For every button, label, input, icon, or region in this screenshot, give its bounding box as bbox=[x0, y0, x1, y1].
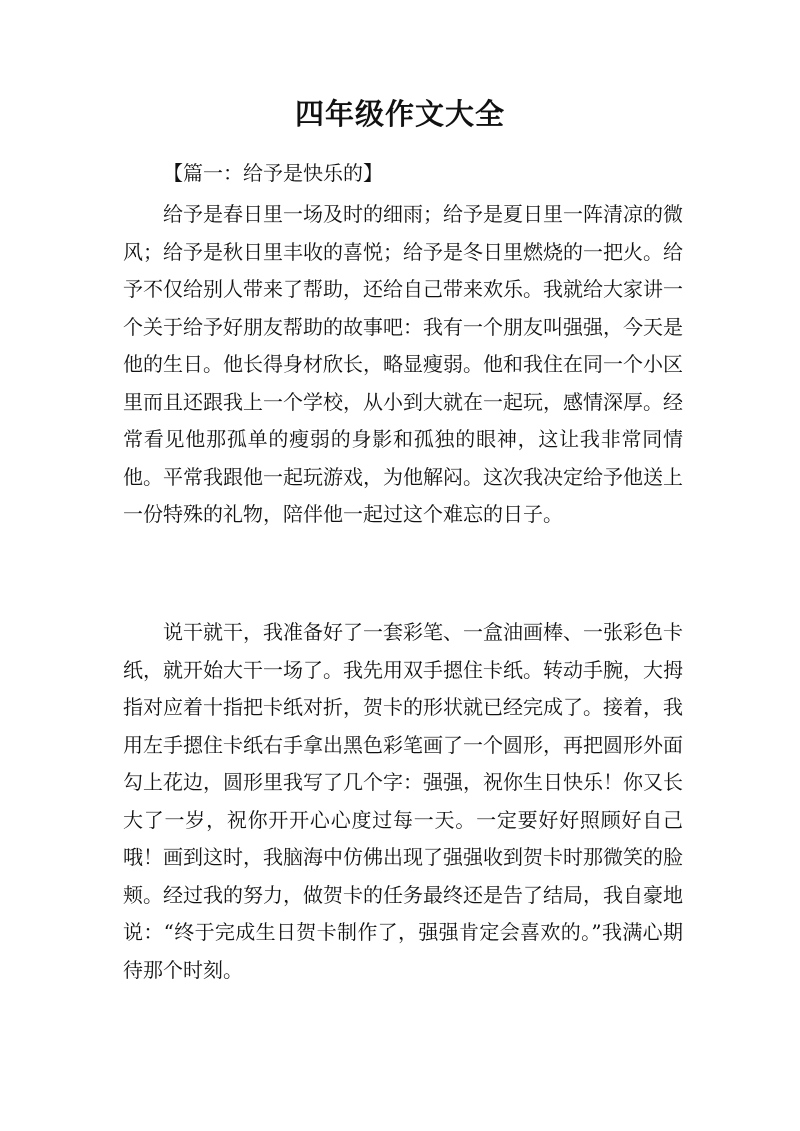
section-heading: 【篇一：给予是快乐的】 bbox=[163, 161, 383, 185]
page-title: 四年级作文大全 bbox=[294, 97, 505, 131]
paragraph-1: 给予是春日里一场及时的细雨；给予是夏日里一阵清凉的微风；给予是秋日里丰收的喜悦；给予是冬日里燃烧的一把火。给予不仅给别人带来了帮助，还给自己带来欢乐。我就给大家讲一个关于给予好朋友帮助的故事吧：我有一个朋友叫强强，今天是他的生日。他长得身材欣长，略显瘦弱。他和我住在同一个小区里而且还跟我上一个学校，从小到大就在一起玩，感情深厚。经常看见他那孤单的瘦弱的身影和孤独的眼神，这让我非常同情他。平常我跟他一起玩游戏，为他解闷。这次我决定给予他送上一份特殊的礼物，陪伴他一起过这个难忘的日子。 bbox=[123, 202, 683, 526]
paragraph-2: 说干就干，我准备好了一套彩笔、一盒油画棒、一张彩色卡纸，就开始大干一场了。我先用双手摁住卡纸。转动手腕，大拇指对应着十指把卡纸对折，贺卡的形状就已经完成了。接着，我用左手摁住卡纸右手拿出黑色彩笔画了一个圆形，再把圆形外面勾上花边，圆形里我写了几个字：强强，祝你生日快乐！你又长大了一岁，祝你开开心心度过每一天。一定要好好照顾好自己哦！画到这时，我脑海中仿佛出现了强强收到贺卡时那微笑的脸颊。经过我的努力，做贺卡的任务最终还是告了结局，我自豪地说：“终于完成生日贺卡制作了，强强肯定会喜欢的。”我满心期待那个时刻。 bbox=[123, 620, 683, 982]
